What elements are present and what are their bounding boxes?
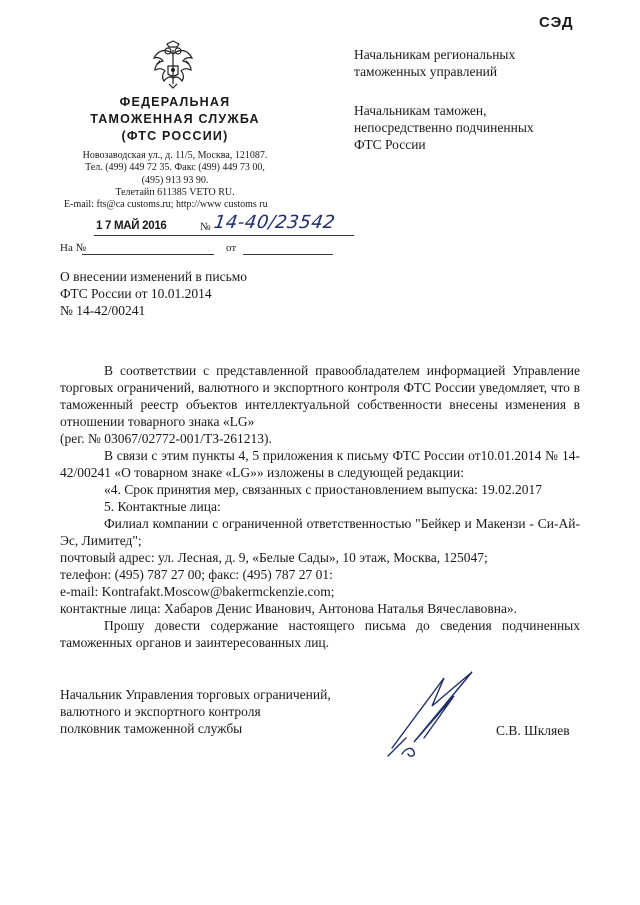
letter-subject: [60, 268, 247, 319]
body-paragraph-3: «4. Срок принятия мер, связанных с приостановлением выпуска: 19.02.2017: [104, 482, 543, 497]
signatory-line-2: валютного и экспортного контроля: [60, 704, 261, 719]
reference-number-label: На №: [60, 242, 87, 254]
handwritten-signature: [384, 668, 494, 760]
body-paragraph-10: Прошу довести содержание настоящего письма до сведения подчиненных таможенных органов и заинтересованных лиц.: [60, 618, 580, 650]
subject-line-3: № 14-42/00241: [60, 303, 146, 318]
signatory-line-3: полковник таможенной службы: [60, 721, 243, 736]
body-paragraph-2: В связи с этим пункты 4, 5 приложения к письму ФТС России от10.01.2014 № 14-42/00241 «О товарном знаке «LG»» изложены в следующей редакции:: [60, 448, 580, 480]
recipient-2-line-1: Начальникам таможен,: [354, 103, 487, 118]
signatory-line-1: Начальник Управления торговых ограничений,: [60, 687, 331, 702]
body-paragraph-6: почтовый адрес: ул. Лесная, д. 9, «Белые Сады», 10 этаж, Москва, 125047;: [60, 550, 488, 565]
org-line-1: ФЕДЕРАЛЬНАЯ: [119, 95, 231, 109]
recipient-2-line-2: непосредственно подчиненных: [354, 120, 534, 135]
registration-underline: [94, 235, 354, 236]
registration-number: 14-40/23542: [212, 212, 337, 233]
reference-number-blank: [82, 254, 214, 255]
signatory-name: С.В. Шкляев: [496, 723, 570, 738]
recipient-2-line-3: ФТС России: [354, 137, 426, 152]
body-paragraph-1: В соответствии с представленной правообладателем информацией Управление торговых ограничений, валютного и экспортного контроля ФТС России уведомляет, что в таможенный реестр объектов интеллектуальной собственности внесены изменения в отношении товарного знака «LG»: [60, 363, 580, 429]
signatory-title: [60, 686, 331, 737]
address-line-1: Новозаводская ул., д. 11/5, Москва, 121087.: [82, 150, 268, 161]
org-line-3: (ФТС РОССИИ): [121, 129, 229, 143]
reference-date-blank: [243, 254, 333, 255]
body-paragraph-8: e-mail: Kontrafakt.Moscow@bakermckenzie.com;: [60, 584, 335, 599]
subject-line-1: О внесении изменений в письмо: [60, 269, 248, 284]
letter-body: [60, 362, 580, 651]
address-line-4: Телетайп 611385 VETO RU.: [115, 186, 235, 198]
reference-line: [60, 241, 320, 257]
registration-date: 1 7 МАЙ 2016: [96, 220, 167, 232]
body-paragraph-7: телефон: (495) 787 27 00; факс: (495) 787 27 01:: [60, 567, 333, 582]
sed-stamp: СЭД: [539, 14, 574, 31]
reference-date-label: от: [226, 242, 237, 254]
recipient-block-2: [354, 102, 534, 153]
number-label: №: [200, 221, 211, 233]
subject-line-2: ФТС России от 10.01.2014: [60, 286, 212, 301]
recipient-block-1: [354, 46, 515, 80]
body-paragraph-4: 5. Контактные лица:: [104, 499, 221, 514]
org-address: [60, 150, 290, 211]
address-line-3: (495) 913 93 90.: [141, 174, 209, 186]
address-line-2: Тел. (499) 449 72 35. Факс (499) 449 73 00,: [85, 162, 265, 174]
body-paragraph-9: контактные лица: Хабаров Денис Иванович, Антонова Наталья Вячеславовна».: [60, 601, 518, 616]
recipient-1-line-1: Начальникам региональных: [354, 47, 516, 62]
registration-line: [60, 212, 337, 240]
address-line-5: E-mail: fts@ca customs.ru; http://www customs ru: [64, 199, 268, 211]
double-headed-eagle-icon: [148, 40, 198, 92]
body-paragraph-1-end: (рег. № 03067/02772-001/ТЗ-261213).: [60, 431, 272, 446]
org-line-2: ТАМОЖЕННАЯ СЛУЖБА: [90, 112, 260, 126]
body-paragraph-5: Филиал компании с ограниченной ответственностью "Бейкер и Макензи - Си-Ай-Эс, Лимитед";: [60, 516, 580, 548]
recipient-1-line-2: таможенных управлений: [354, 64, 498, 79]
organization-name: [60, 94, 290, 145]
